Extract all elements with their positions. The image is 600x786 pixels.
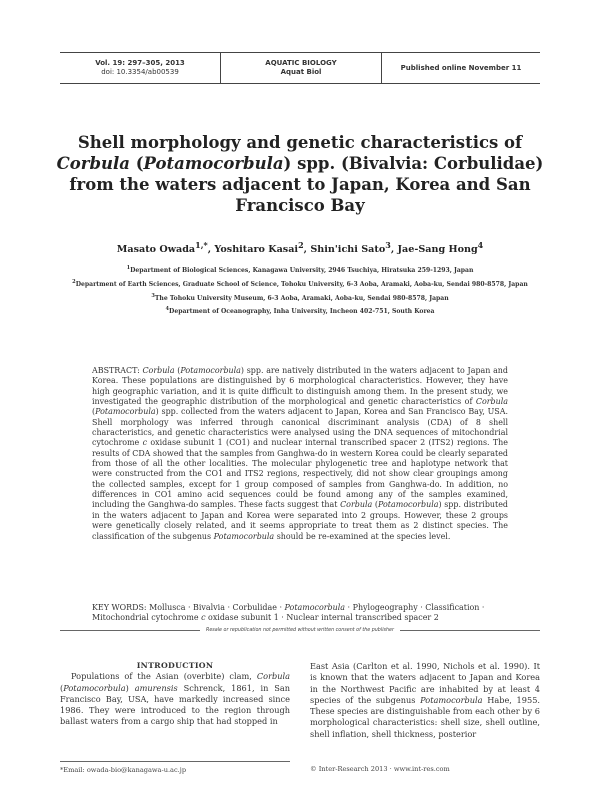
abstract-subgenus: Potamocorbula <box>95 407 156 417</box>
paper-title: Shell morphology and genetic characteristics of Corbula (Potamocorbula) spp. (Bivalvia: Corbulidae) from the waters adjacent to Japan, Korea and San Francisco Bay <box>56 133 544 215</box>
body-column-right <box>310 661 540 740</box>
abstract: ABSTRACT: Corbula (Potamocorbula) spp. are natively distributed in the waters adjacent to Japan and Korea. These populations are distinguished by 6 morphological characteristics. However, they have high geographic variation, and it is quite difficult to distinguish among them. In the present study, we investigated the geographic distribution of the morphological and genetic characteristics of Corbula (Potamocorbula) spp. collected from the waters adjacent to Japan, Korea and San Francisco Bay, USA. Shell morphology was inferred through canonical discriminant analysis (CDA) of 8 shell characteristics, and genetic characteristics were analysed using the DNA sequences of mitochondrial cytochrome c oxidase subunit 1 (CO1) and nuclear internal transcribed spacer 2 (ITS2) regions. The results of CDA showed that the samples from Ganghwa-do in western Korea could be clearly separated from those of all the other localities. The molecular phylogenetic tree and haplotype network that were constructed from the CO1 and ITS2 regions, respectively, did not show clear groupings among the collected samples, except for 1 group composed of samples from Ganghwa-do. In addition, no differences in CO1 amino acid sequences could be found among any of the samples examined, including the Ganghwa-do samples. These facts suggest that Corbula (Potamocorbula) spp. distributed in the waters adjacent to Japan and Korea were separated into 2 groups. However, these 2 groups were genetically closely related, and it seems appropriate to treat them as 2 distinct species. The classification of the subgenus Potamocorbula should be re-examined at the species level. <box>92 366 508 541</box>
author-name: Yoshitaro Kasai <box>214 244 299 256</box>
body-text: East Asia (Carlton et al. 1990, Nichols et al. 1990). It is known that the waters adjacent to Japan and Korea in the Northwest Pacific are inhabited by at least 4 species of the subgenus <box>310 661 540 705</box>
author-name: Shin'ichi Sato <box>310 244 386 256</box>
body-italic: amurensis <box>134 682 178 693</box>
affiliation-text: The Tohoku University Museum, 6-3 Aoba, Aramaki, Aoba-ku, Sendai 980-8578, Japan <box>154 294 449 302</box>
affiliation-text: Department of Earth Sciences, Graduate School of Science, Tohoku University, 6-3 Aoba, Aramaki, Aoba-ku, Sendai 980-8578, Japan <box>75 280 528 288</box>
title-line-4: Francisco Bay <box>235 196 365 215</box>
author-name: Masato Owada <box>116 244 196 256</box>
author-list: Masato Owada$^{1,*}$, Yoshitaro Kasai$^2$, Shin'ichi Sato$^3$, Jae-Sang Hong$^4$ <box>116 240 484 256</box>
abstract-italic-c: c <box>142 438 148 448</box>
affiliation-sup: 3 <box>151 292 155 299</box>
affiliation-sup: 2 <box>72 278 76 285</box>
author-sup: 1,* <box>195 240 208 250</box>
body-paragraph <box>310 661 540 740</box>
resale-notice-text: Resale or republication not permitted without written consent of the publisher <box>206 627 394 633</box>
abstract-text: should be re-examined at the species level. <box>274 531 451 541</box>
title-genus: Corbula <box>56 154 130 173</box>
body-text: ( <box>60 682 64 693</box>
journal-title: AQUATIC BIOLOGY <box>265 58 337 67</box>
journal-abbrev: Aquat Biol <box>280 68 322 76</box>
affiliations <box>70 264 530 319</box>
divider <box>400 630 540 631</box>
keywords-text: · Phylogeography · Classification · Mitochondrial cytochrome <box>92 603 485 623</box>
email-text: *Email: owada-bio@kanagawa-u.ac.jp <box>60 766 187 774</box>
abstract-genus: Corbula <box>142 366 175 375</box>
corresponding-email <box>60 761 290 776</box>
publication-date <box>382 53 540 83</box>
title-line-2: spp. (Bivalvia: Corbulidae) <box>291 154 544 173</box>
keywords-italic: c <box>201 613 206 623</box>
affiliation <box>70 278 530 289</box>
keywords <box>92 603 508 624</box>
author-sup: 2 <box>298 240 304 250</box>
divider <box>60 630 200 631</box>
keywords-text: Mollusca · Bivalvia · Corbulidae · <box>149 603 285 612</box>
section-heading: INTRODUCTION <box>136 661 214 670</box>
affiliation-sup: 1 <box>126 265 131 271</box>
body-italic: Potamocorbula <box>420 694 483 705</box>
volume-line: Vol. 19: 297–305, 2013 <box>95 58 185 67</box>
body-text: ) <box>125 682 135 693</box>
journal-name <box>221 53 382 83</box>
abstract-text: spp. distributed in the waters adjacent to Japan and Korea were separated into 2 groups. However, these 2 groups were genetically closely related, and it seems appropriate to treat them as 2 distinct species. The classification of the subgenus <box>92 500 508 541</box>
body-text: Schrenck, 1861, in San Francisco Bay, USA, have markedly increased since 1986. They were introduced to the region through ballast waters from a cargo ship that had stopped in <box>60 682 291 727</box>
keywords-label: KEY WORDS: <box>92 603 150 612</box>
published-line: Published online November 11 <box>400 64 522 72</box>
abstract-subgenus: Potamocorbula <box>377 500 439 510</box>
body-paragraph <box>60 671 290 727</box>
journal-header <box>60 52 540 84</box>
abstract-text: oxidase subunit 1 (CO1) and nuclear internal transcribed spacer 2 (ITS2) regions. The results of CDA showed that the samples from Ganghwa-do in western Korea could be clearly separated from those of all the other localities. The molecular phylogenetic tree and haplotype network that were constructed from the CO1 and ITS2 regions, respectively, did not show clear groupings among the collected samples, except for 1 group composed of samples from Ganghwa-do. In addition, no differences in CO1 amino acid sequences could be found among any of the samples examined, including the Ganghwa-do samples. These facts suggest that <box>92 438 508 510</box>
abstract-genus: Corbula <box>340 500 373 510</box>
title-line-1: Shell morphology and genetic characteristics of <box>77 133 523 152</box>
title-subgenus: Potamocorbula <box>143 154 284 173</box>
abstract-text: spp. collected from the waters adjacent to Japan, Korea and San Francisco Bay, USA. Shell morphology was inferred through canonical discriminant analysis (CDA) of 8 shell characteristics, and genetic characteristics were analysed using the DNA sequences of mitochondrial cytochrome <box>92 407 508 448</box>
abstract-genus: Corbula <box>475 397 508 407</box>
affiliation <box>70 292 530 303</box>
author-sup: 3 <box>385 240 391 250</box>
author-name: Jae-Sang Hong <box>397 244 478 256</box>
affiliation-sup: 4 <box>165 306 170 313</box>
volume-info <box>60 53 221 83</box>
body-text: Habe, 1955. These species are distinguishable from each other by 6 morphological characteristics: shell size, shell outline, shell inflation, shell thickness, posterior <box>310 694 541 739</box>
abstract-text: spp. are natively distributed in the waters adjacent to Japan and Korea. These populations are distinguished by 6 morphological characteristics. However, they have high geographic variation, and it is quite difficult to distinguish among them. In the present study, we investigated the geographic distribution of the morphological and genetic characteristics of <box>92 366 508 407</box>
resale-notice <box>60 625 540 635</box>
abstract-label: ABSTRACT: <box>92 366 143 375</box>
abstract-subgenus: Potamocorbula <box>180 366 241 375</box>
affiliation <box>70 305 530 316</box>
copyright-text: © Inter-Research 2013 · www.int-res.com <box>310 765 450 773</box>
affiliation-text: Department of Oceanography, Inha University, Incheon 402-751, South Korea <box>169 308 435 316</box>
doi-line: doi: 10.3354/ab00539 <box>101 68 179 76</box>
keywords-italic: Potamocorbula <box>284 603 346 612</box>
author-sup: 4 <box>477 240 484 250</box>
copyright <box>310 763 540 775</box>
body-italic: Corbula <box>256 671 290 682</box>
keywords-text: oxidase subunit 1 · Nuclear internal transcribed spacer 2 <box>205 613 439 623</box>
title-line-3: from the waters adjacent to Japan, Korea and San <box>69 175 531 194</box>
body-text: Populations of the Asian (overbite) clam, <box>71 671 257 682</box>
affiliation <box>70 264 530 275</box>
body-italic: Potamocorbula <box>63 682 126 693</box>
affiliation-text: Department of Biological Sciences, Kanagawa University, 2946 Tsuchiya, Hiratsuka 259-1293, Japan <box>130 267 474 275</box>
abstract-subgenus: Potamocorbula <box>213 531 275 541</box>
body-column-left <box>60 660 290 728</box>
